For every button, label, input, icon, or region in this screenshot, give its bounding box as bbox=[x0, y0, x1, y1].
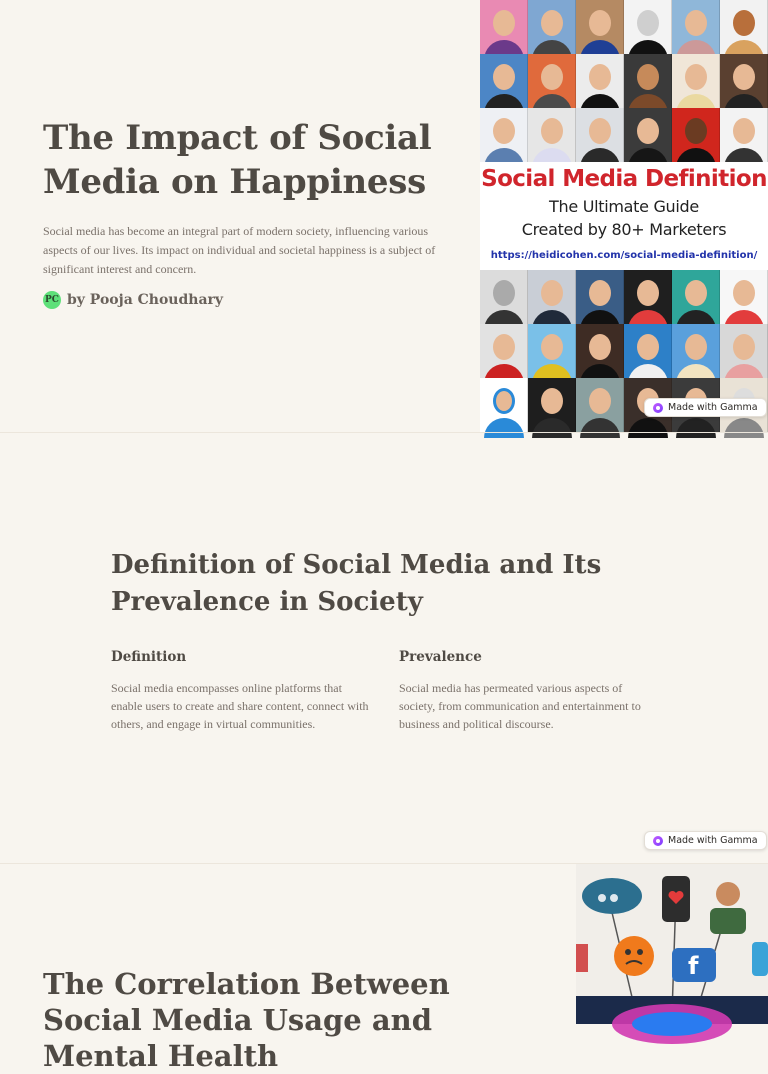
portrait-photo bbox=[528, 270, 576, 324]
portrait-photo bbox=[624, 324, 672, 378]
collage-banner bbox=[480, 162, 768, 270]
collage-photo-row bbox=[480, 324, 768, 378]
slide-title bbox=[0, 0, 768, 432]
portrait-photo bbox=[624, 0, 672, 54]
banner-url: https://heidicohen.com/social-media-definition/ bbox=[490, 250, 758, 261]
portrait-photo bbox=[672, 108, 720, 162]
made-with-gamma-badge[interactable] bbox=[644, 831, 767, 850]
portrait-photo bbox=[528, 108, 576, 162]
gamma-logo-icon bbox=[653, 836, 663, 846]
portrait-photo bbox=[576, 54, 624, 108]
portrait-photo bbox=[528, 324, 576, 378]
definition-text: Social media encompasses online platforms that enable users to create and share content, connect with others, and engage in virtual communities. bbox=[111, 681, 369, 731]
portrait-photo bbox=[576, 108, 624, 162]
collage-photo-row bbox=[480, 270, 768, 324]
portrait-photo bbox=[720, 270, 768, 324]
portrait-photo bbox=[672, 0, 720, 54]
portrait-photo bbox=[528, 378, 576, 432]
author-byline bbox=[43, 291, 223, 309]
portrait-photo bbox=[480, 0, 528, 54]
prevalence-heading: Prevalence bbox=[399, 649, 482, 665]
portrait-photo bbox=[720, 108, 768, 162]
slide-3-title: The Correlation Between Social Media Usage and Mental Health bbox=[43, 967, 450, 1073]
portrait-photo bbox=[480, 270, 528, 324]
portrait-photo bbox=[672, 270, 720, 324]
svg-text:f: f bbox=[688, 952, 699, 980]
portrait-photo bbox=[624, 54, 672, 108]
slide-2-title: Definition of Social Media and Its Prevalence in Society bbox=[111, 550, 602, 617]
slide-divider bbox=[0, 432, 768, 433]
banner-title: Social Media Definition bbox=[481, 166, 767, 192]
social-icons-graphic bbox=[576, 864, 768, 1024]
portrait-photo bbox=[720, 324, 768, 378]
portrait-photo bbox=[672, 54, 720, 108]
portrait-photo bbox=[480, 378, 528, 432]
avatar: PC bbox=[43, 291, 61, 309]
portrait-photo bbox=[528, 0, 576, 54]
portrait-photo bbox=[576, 0, 624, 54]
banner-subtitle: Created by 80+ Marketers bbox=[521, 220, 727, 239]
social-media-collage-image bbox=[480, 0, 768, 432]
slide-1-description: Social media has become an integral part of modern society, influencing various aspects of our lives. Its impact on individual and societal happiness is a subject of significant interest and concern. bbox=[43, 224, 436, 276]
portrait-photo bbox=[720, 0, 768, 54]
portrait-photo bbox=[672, 324, 720, 378]
definition-heading: Definition bbox=[111, 649, 187, 665]
collage-photo-row bbox=[480, 0, 768, 54]
portrait-photo bbox=[480, 108, 528, 162]
portrait-photo bbox=[624, 270, 672, 324]
portrait-photo bbox=[528, 54, 576, 108]
social-icons-illustration bbox=[576, 864, 768, 1024]
banner-subtitle: The Ultimate Guide bbox=[549, 197, 699, 216]
portrait-photo bbox=[576, 270, 624, 324]
badge-label: Made with Gamma bbox=[668, 402, 758, 413]
badge-label: Made with Gamma bbox=[668, 835, 758, 846]
slide-1-title: The Impact of Social Media on Happiness bbox=[43, 118, 432, 202]
made-with-gamma-badge[interactable] bbox=[644, 398, 767, 417]
portrait-photo bbox=[624, 108, 672, 162]
portrait-photo bbox=[576, 378, 624, 432]
portrait-photo bbox=[480, 324, 528, 378]
gamma-logo-icon bbox=[653, 403, 663, 413]
portrait-photo bbox=[480, 54, 528, 108]
prevalence-text: Social media has permeated various aspects of society, from communication and entertainment to business and political discourse. bbox=[399, 681, 641, 731]
portrait-photo bbox=[720, 54, 768, 108]
author-name: by Pooja Choudhary bbox=[67, 292, 224, 308]
collage-photo-row bbox=[480, 108, 768, 162]
collage-photo-row bbox=[480, 54, 768, 108]
portrait-photo bbox=[576, 324, 624, 378]
